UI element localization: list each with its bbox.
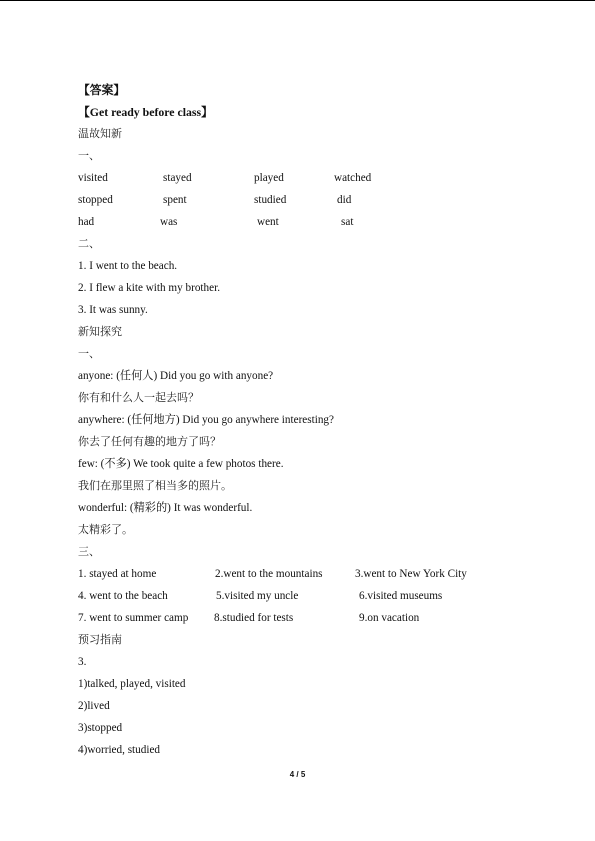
vocab-chinese: 我们在那里照了相当多的照片。 <box>78 479 232 492</box>
activity-cell: 7. went to summer camp <box>78 612 189 624</box>
answer-header: 【答案】 <box>78 83 126 97</box>
verb-cell: spent <box>163 194 187 206</box>
verb-row <box>78 211 538 233</box>
preview-answer: 4)worried, studied <box>78 744 161 756</box>
activity-cell: 3.went to New York City <box>355 568 467 580</box>
activity-cell: 6.visited museums <box>359 590 443 602</box>
sentence-line: 3. It was sunny. <box>78 304 148 316</box>
verb-row <box>78 189 538 211</box>
new-knowledge-heading: 新知探究 <box>78 325 122 338</box>
vocab-english: few: (不多) We took quite a few photos there. <box>78 458 284 470</box>
sentence-line: 2. I flew a kite with my brother. <box>78 282 220 294</box>
activity-cell: 8.studied for tests <box>214 612 294 624</box>
vocab-chinese: 你有和什么人一起去吗？ <box>78 391 199 404</box>
activity-cell: 9.on vacation <box>359 612 420 624</box>
activity-row <box>78 607 538 629</box>
section-title: 【Get ready before class】 <box>78 105 213 119</box>
part4-label: 三、 <box>78 545 100 558</box>
activity-cell: 5.visited my uncle <box>216 590 299 602</box>
activity-cell: 1. stayed at home <box>78 568 157 580</box>
preview-heading: 预习指南 <box>78 633 122 646</box>
vocab-english: anyone: (任何人) Did you go with anyone? <box>78 370 274 382</box>
verb-cell: played <box>254 172 284 184</box>
answer-content <box>78 79 538 761</box>
verb-cell: went <box>257 216 279 228</box>
vocab-english: wonderful: (精彩的) It was wonderful. <box>78 502 253 514</box>
part1-label: 一、 <box>78 149 100 162</box>
verb-cell: studied <box>254 194 287 206</box>
verb-row <box>78 167 538 189</box>
part2-label: 二、 <box>78 237 100 250</box>
verb-cell: did <box>337 194 352 206</box>
review-heading: 温故知新 <box>78 127 122 140</box>
activity-cell: 2.went to the mountains <box>215 568 323 580</box>
activity-row <box>78 585 538 607</box>
verb-cell: stopped <box>78 194 113 206</box>
page-number: 4 / 5 <box>289 770 306 779</box>
preview-number: 3. <box>78 656 87 668</box>
verb-cell: visited <box>78 172 108 184</box>
vocab-english: anywhere: (任何地方) Did you go anywhere interesting? <box>78 414 334 426</box>
preview-answer: 2)lived <box>78 700 110 712</box>
vocab-chinese: 太精彩了。 <box>78 523 133 536</box>
verb-cell: had <box>78 216 95 228</box>
top-rule <box>0 0 595 1</box>
preview-answer: 1)talked, played, visited <box>78 678 186 690</box>
part3-label: 一、 <box>78 347 100 360</box>
verb-cell: was <box>160 216 178 228</box>
preview-answer: 3)stopped <box>78 722 123 734</box>
sentence-line: 1. I went to the beach. <box>78 260 178 272</box>
verb-cell: sat <box>341 216 354 228</box>
verb-cell: stayed <box>163 172 192 184</box>
activity-row <box>78 563 538 585</box>
vocab-chinese: 你去了任何有趣的地方了吗？ <box>78 435 221 448</box>
verb-cell: watched <box>334 172 372 184</box>
activity-cell: 4. went to the beach <box>78 590 168 602</box>
